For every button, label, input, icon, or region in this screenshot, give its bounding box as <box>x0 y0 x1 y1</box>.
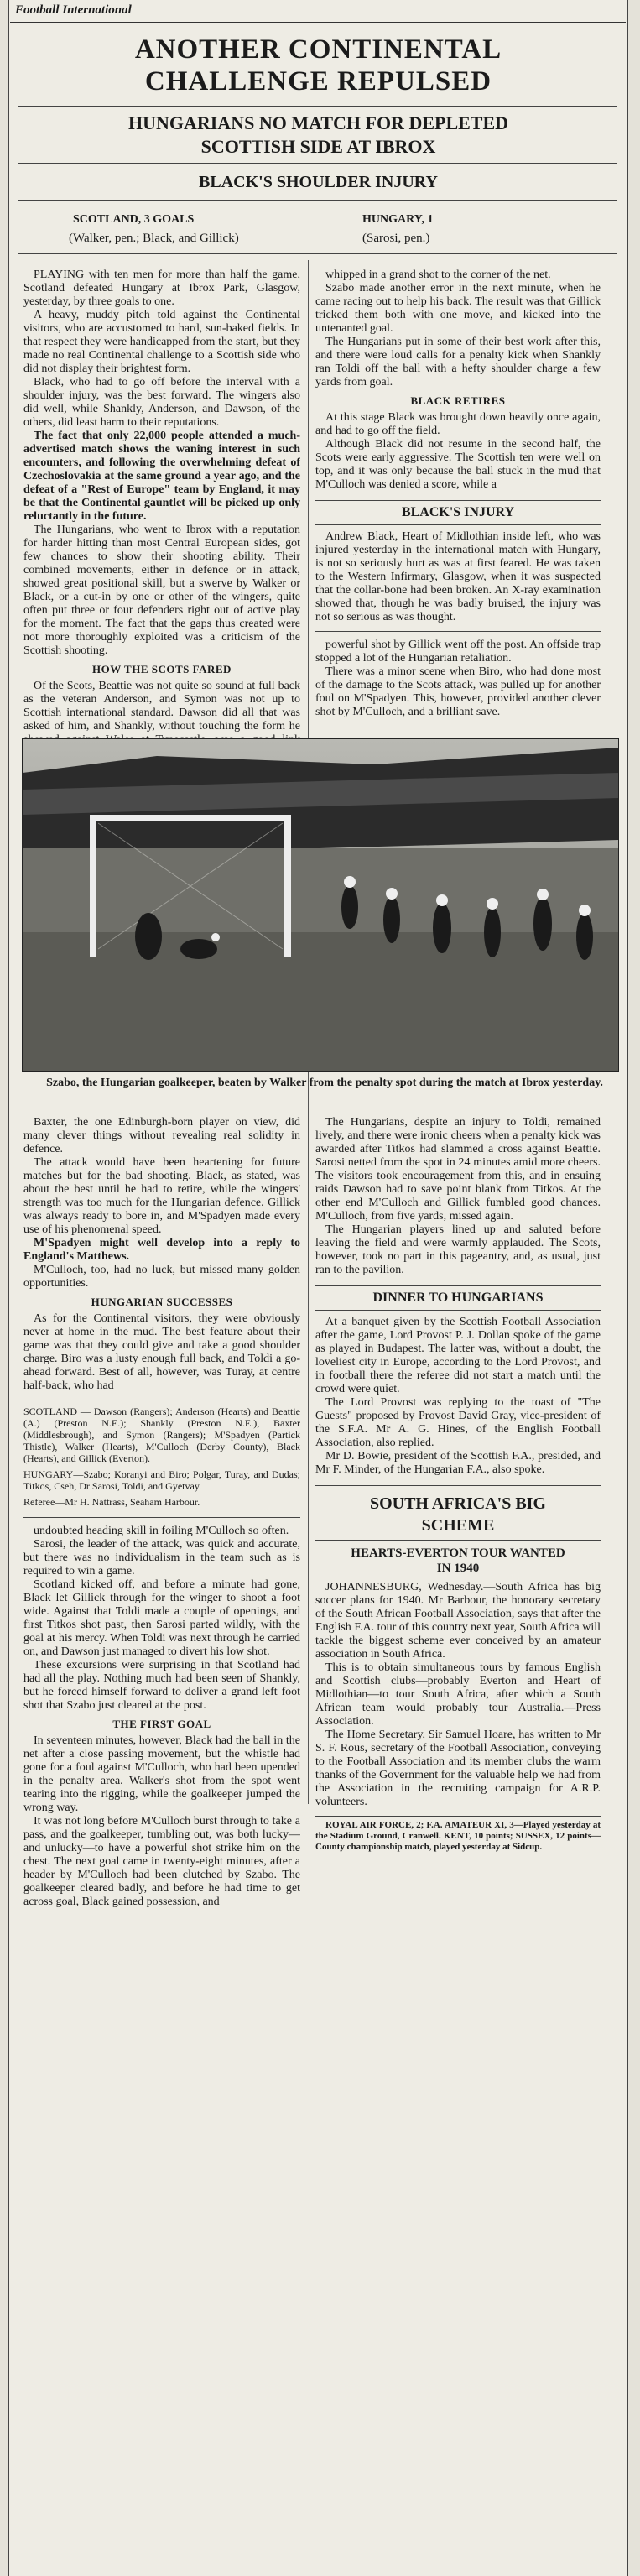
paragraph: The attack would have been heartening for future matches but for the bad shooting. Black, as stated, was about the best until he had to retire, while the wingers' strength was too much for the Hungarian defence. Gillick was always ready to bore in, and M'Spadyen made every use of his phenomenal speed. <box>23 1156 300 1236</box>
divider <box>315 1485 601 1486</box>
dinner-title: DINNER TO HUNGARIANS <box>315 1285 601 1311</box>
paragraph: The Hungarians, despite an injury to Toldi, remained lively, and there were ironic cheers when a penalty kick was awarded after Titkos had slammed a cross against Beattie. Sarosi netted from the spot in 24 minutes amid more cheers. The visitors took encouragement from this, and in ensuing raids Dawson had to save point blank from Titkos. At the other end M'Culloch and Gillick fumbled good chances. M'Culloch, from five yards, missed again. <box>315 1116 601 1223</box>
paragraph: A heavy, muddy pitch told against the Continental visitors, who are accustomed to hard, sun-baked fields. In that respect they were handicapped from the start, but they made no real Continental challenge to a Scottish side who did not display their brightest form. <box>23 309 300 375</box>
divider <box>315 1816 601 1817</box>
score-hungary: HUNGARY, 1 <box>362 213 434 226</box>
paragraph: At a banquet given by the Scottish Football Association after the game, Lord Provost P. J. Dollan spoke of the game as played in Budapest. The latter was, without a doubt, the loveliest city in Europe, according to the Lord Provost, and in football there the referee did not start a match until the crowd were quiet. <box>315 1316 601 1395</box>
lineup-hungary: HUNGARY—Szabo; Koranyi and Biro; Polgar, Turay, and Dudas; Titkos, Cseh, Dr Sarosi, Toldi, and Gyetvay. <box>23 1468 300 1492</box>
paragraph: whipped in a grand shot to the corner of the net. <box>325 269 551 281</box>
match-photo <box>22 738 619 1072</box>
paragraph: The Hungarian players lined up and saluted before leaving the field and were warmly applauded. The Scots, however, took no part in this pageantry, and, as usual, just ran to the pavilion. <box>315 1223 601 1276</box>
top-rule <box>10 22 626 23</box>
subhead-line-2: IN 1940 <box>436 1562 480 1575</box>
photo-caption: Szabo, the Hungarian goalkeeper, beaten by Walker from the penalty spot during the match at Ibrox yesterday. <box>46 1077 603 1089</box>
section-heading: BLACK RETIRES <box>410 394 506 407</box>
paragraph: Of the Scots, Beattie was not quite so sound at full back as the veteran Anderson, and Symon was not up to Scottish international standard. Dawson did all that was asked of him, and Shankly, without touching the form he <box>23 680 300 733</box>
paragraph: M'Spadyen might well develop into a reply to England's Matthews. <box>23 1237 300 1263</box>
headline-line-2: CHALLENGE REPULSED <box>144 66 492 96</box>
south-africa-subheadline <box>315 1546 601 1576</box>
subhead-line-1: HEARTS-EVERTON TOUR WANTED <box>351 1546 565 1560</box>
subhead-line-1: HUNGARIANS NO MATCH FOR DEPLETED <box>127 112 509 133</box>
score-scotland: SCOTLAND, 3 GOALS <box>73 213 195 226</box>
divider <box>18 200 617 201</box>
section-heading: HOW THE SCOTS FARED <box>92 663 232 675</box>
paragraph: The Lord Provost was replying to the toast of "The Guests" proposed by Provost David Gray, vice-president of the S.F.A. Mr A. G. Hines, of the English Football Association, also replied. <box>315 1396 601 1449</box>
newspaper-page <box>10 0 626 2576</box>
subhead-line-2: SCOTTISH SIDE AT IBROX <box>200 136 436 157</box>
article-column-3 <box>23 1116 300 2568</box>
injury-box-title: BLACK'S INJURY <box>315 500 601 525</box>
divider <box>315 1540 601 1541</box>
paragraph: Scotland kicked off, and before a minute had gone, Black let Gillick through for the winger to shoot a foot wide. Against that Toldi made a couple of openings, and first Titkos shot past, then Sarosi parted wildly, with the goal at his mercy. When Toldi was next through he carried on, and Dawson just managed to divert his low shot. <box>23 1578 300 1658</box>
divider <box>18 163 617 164</box>
referee: Referee—Mr H. Nattrass, Seaham Harbour. <box>23 1496 200 1508</box>
paragraph: The Home Secretary, Sir Samuel Hoare, has written to Mr S. F. Rous, secretary of the Football Association, conveying to the Football Association and its member clubs the warm thanks of the Government for the valuable help we had from the Association in the recruiting campaign for A.R.P. volunteers. <box>315 1729 601 1808</box>
paragraph: powerful shot by Gillick went off the post. An offside trap stopped a lot of the Hungarian retaliation. <box>315 639 601 665</box>
headline-line-1: SOUTH AFRICA'S BIG <box>369 1494 547 1513</box>
section-heading: THE FIRST GOAL <box>112 1718 211 1730</box>
paragraph: As for the Continental visitors, they were obviously never at home in the mud. The best feature about their game was that they could give and take a good shoulder charge. Biro was a lusty enough full back, and Toldi a go-ahead forward. Best of all, however, was Turay, at centre half-back, who had <box>23 1312 300 1392</box>
paragraph: It was not long before M'Culloch burst through to take a pass, and the goalkeeper, tumbling out, was both lucky—and unlucky—to have a powerful shot strike him on the chest. The next goal came in twenty-eight minutes, after a header by M'Culloch had been clutched by Szabo. The goalkeeper cleared badly, and before he had time to get across goal, Black gained possession, and <box>23 1815 300 1908</box>
headline-line-2: SCHEME <box>421 1516 495 1535</box>
paragraph: In seventeen minutes, however, Black had the ball in the net after a close passing movement, but the whistle had gone for a foul against M'Culloch, who had been upended in the penalty area. Walker's shot from the spot went tearing into the rigging, while the goalkeeper jumped the wrong way. <box>23 1734 300 1814</box>
paragraph: Sarosi, the leader of the attack, was quick and accurate, but there was no individualism in the team such as is required to win a game. <box>23 1538 300 1577</box>
main-headline <box>44 34 593 97</box>
kicker-headline: BLACK'S SHOULDER INJURY <box>199 173 438 191</box>
paragraph: These excursions were surprising in that Scotland had had all the play. Nothing much had been seen of Shankly, but he forced himself forward to deliver a grand left foot shot that Szabo just cleared at the post. <box>23 1659 300 1712</box>
match-photo-image <box>23 739 618 1071</box>
paragraph: M'Culloch, too, had no luck, but missed many golden opportunities. <box>23 1264 300 1290</box>
paragraph: Baxter, the one Edinburgh-born player on view, did many clever things without revealing real solidity in defence. <box>23 1116 300 1155</box>
paragraph: Szabo made another error in the next minute, when he came racing out to help his back. The result was that Gillick tricked them both with one move, and kicked into the untenanted goal. <box>315 282 601 335</box>
headline-line-1: ANOTHER CONTINENTAL <box>134 34 502 65</box>
scorers-hungary: (Sarosi, pen.) <box>362 232 430 245</box>
paragraph: JOHANNESBURG, Wednesday.—South Africa has big soccer plans for 1940. Mr Barbour, the honorary secretary of the South African Football Association, says that after the English F.A. tour of this country next year, South Africa will tackle the biggest scheme ever conceived by an amateur association in South Africa. <box>315 1581 601 1661</box>
south-africa-headline <box>315 1493 601 1536</box>
paragraph: Black, who had to go off before the interval with a shoulder injury, was the best forward. The wingers also did well, while Shankly, Anderson, and Dawson, of the others, did least harm to their reputations. <box>23 376 300 429</box>
divider <box>18 253 617 254</box>
paragraph: There was a minor scene when Biro, who had done most of the damage to the Scots attack, was pulled up for another foul on M'Spadyen. This, however, provided another clever shot by M'Culloch, and a brilliant save. <box>315 665 601 718</box>
section-label: Football International <box>15 3 132 17</box>
article-column-4 <box>315 1116 601 2568</box>
scorers-scotland: (Walker, pen.; Black, and Gillick) <box>69 232 239 245</box>
adjacent-column-left <box>0 0 9 2576</box>
section-heading: HUNGARIAN SUCCESSES <box>91 1296 233 1308</box>
paragraph: The fact that only 22,000 people attended a much-advertised match shows the waning interest in such encounters, and following the overwhelming defeat of Czechoslovakia at the same ground a year ago, and the defeat of a "Rest of Europe" team by England, it may be that the Continental gauntlet will be picked up only reluctantly in the future. <box>23 430 300 523</box>
paragraph: The Hungarians put in some of their best work after this, and there were loud calls for a penalty kick when Shankly ran Toldi off the ball with a hefty shoulder charge a few yards from goal. <box>315 336 601 388</box>
lineup-scotland: SCOTLAND — Dawson (Rangers); Anderson (Hearts) and Beattie (A.) (Preston N.E.); Shankly (Preston N.E.), Baxter (Middlesbrough), and Symon (Rangers); M'Spadyen (Partick Thistle), Walker (Hearts), M'Culloch (Derby County), Black (Hearts), and Gillick (Everton). <box>23 1405 300 1464</box>
divider <box>18 106 617 107</box>
results-note: ROYAL AIR FORCE, 2; F.A. AMATEUR XI, 3—Played yesterday at the Stadium Ground, Cranwell. KENT, 10 points; SUSSEX, 12 points—County championship match, played yesterday at Sidcup. <box>315 1820 601 1852</box>
paragraph: This is to obtain simultaneous tours by famous English and Scottish clubs—probably Everton and Heart of Midlothian—to tour South Africa, after which a South African team would probably tour Australia.—Press Association. <box>315 1661 601 1728</box>
paragraph: undoubted heading skill in foiling M'Culloch so often. <box>34 1525 289 1537</box>
paragraph: Andrew Black, Heart of Midlothian inside left, who was injured yesterday in the international match with Hungary, is not so seriously hurt as was at first feared. He was taken to the Western Infirmary, Glasgow, when it was suspected that the collar-bone had been broken. An X-ray examination showed that, though he was badly bruised, the injury was not so serious as was thought. <box>315 530 601 623</box>
adjacent-column-right <box>627 0 640 2576</box>
team-lineups <box>23 1400 300 1518</box>
subheadline <box>60 112 576 159</box>
paragraph: At this stage Black was brought down heavily once again, and had to go off the field. <box>315 411 601 437</box>
paragraph: The Hungarians, who went to Ibrox with a reputation for harder hitting than most Central European sides, got few chances to show their shooting ability. Their combined movements, either in defence or in attack, showed great positional skill, but a swerve by Walker or Black, or a cut-in by one or other of the wingers, quite often put three or four defenders right out of active play for the moment. The fact that the gaps thus created were not more thoroughly exploited was a criticism of the Scottish shooting. <box>23 524 300 657</box>
paragraph: Although Black did not resume in the second half, the Scots were early aggressive. The Scottish ten were well on top, and it was only because the ball stuck in the mud that M'Culloch was denied a score, while a <box>315 438 601 491</box>
divider <box>315 631 601 632</box>
paragraph: Mr D. Bowie, president of the Scottish F.A., presided, and Mr F. Minder, of the Hungarian F.A., also spoke. <box>315 1450 601 1476</box>
paragraph: PLAYING with ten men for more than half the game, Scotland defeated Hungary at Ibrox Park, Glasgow, yesterday, by three goals to one. <box>23 269 300 308</box>
